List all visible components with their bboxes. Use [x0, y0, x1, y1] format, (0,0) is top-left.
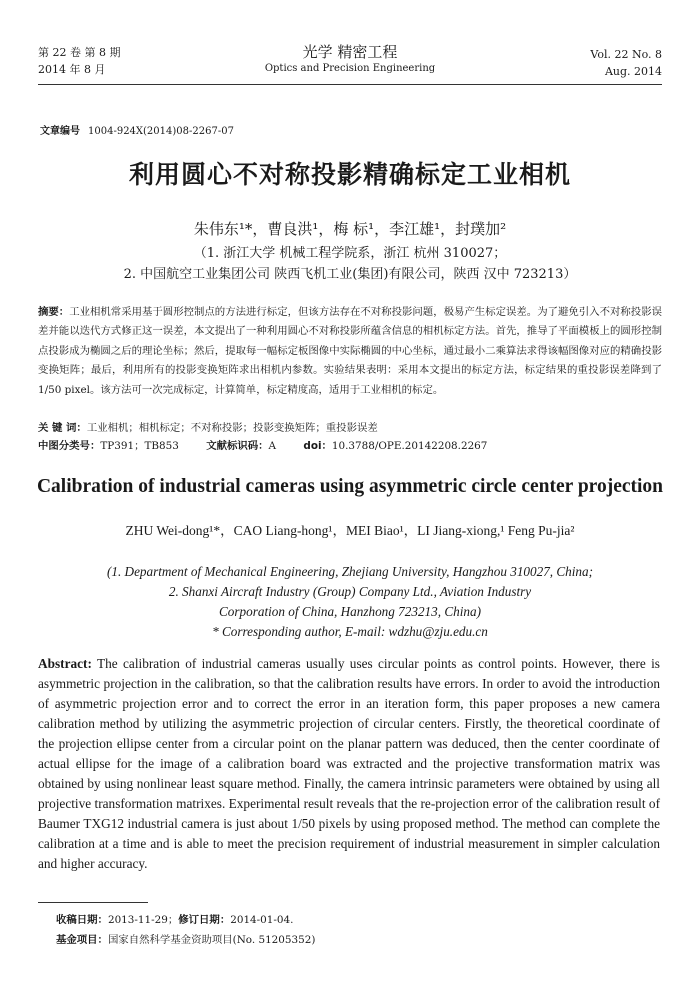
- article-number-label: 文章编号: [40, 126, 80, 137]
- dates-line: [56, 910, 662, 930]
- authors-en: ZHU Wei-dong¹*，CAO Liang-hong¹，MEI Biao¹，LI Jiang-xiong,¹ Feng Pu-jia²: [125, 523, 575, 538]
- clc-label: 中图分类号：: [38, 440, 101, 452]
- keywords-cn-text: 工业相机；相机标定；不对称投影；投影变换矩阵；重投影误差: [86, 422, 378, 434]
- journal-name: [38, 42, 662, 76]
- abstract-cn: [38, 303, 662, 400]
- received-label: 收稿日期：: [56, 914, 108, 926]
- received-date: 2013-11-29；: [107, 914, 179, 926]
- fund-line: [56, 930, 662, 950]
- abstract-en: [38, 654, 660, 874]
- affiliation-en-line: 2. Shanxi Aircraft Industry (Group) Company Ltd., Aviation Industry: [168, 584, 532, 599]
- doc-code-value: A: [268, 440, 277, 452]
- volume-en: Vol. 22 No. 8: [590, 48, 662, 61]
- classification-line: [38, 437, 662, 456]
- affiliation-en: [0, 562, 700, 642]
- keywords-cn: [38, 419, 662, 438]
- title-cn: 利用圆心不对称投影精确标定工业相机: [128, 160, 571, 189]
- doc-code-label: 文献标识码：: [206, 440, 269, 452]
- header-issue-en: [590, 46, 662, 80]
- affiliation-en-line: (1. Department of Mechanical Engineering, Zhejiang University, Hangzhou 310027, China;: [106, 564, 594, 579]
- fund-value: 国家自然科学基金资助项目(No. 51205352): [107, 934, 316, 946]
- article-number-value: 1004-924X(2014)08-2267-07: [88, 126, 234, 137]
- footnote: [56, 910, 662, 950]
- title-en: Calibration of industrial cameras using asymmetric circle center projection: [36, 476, 664, 497]
- clc-value: TP391；TB853: [100, 440, 179, 452]
- abstract-cn-text: 工业相机常采用基于圆形控制点的方法进行标定，但该方法存在不对称投影问题，极易产生标定误差。为了避免引入不对称投影误差并能以迭代方式修正这一误差，本文提出了一种利用圆心不对称投影所蕴含信息的相机标定方法。首先，推导了平面模板上的圆形控制点投影成为椭圆之后的理论坐标；然后，提取每一幅标定板图像中实际椭圆的中心坐标，通过最小二乘算法求得该幅图像对应的精确投影变换矩阵；最后，利用所有的投影变换矩阵求出相机内参数。实验结果表明：采用本文提出的标定方法，标定结果的重投影误差降到了 1/50 pixel。该方法可一次完成标定，计算简单，标定精度高，适用于工业相机的标定。: [38, 306, 662, 396]
- date-en: Aug. 2014: [604, 65, 662, 78]
- affiliation-cn-line: （1. 浙江大学 机械工程学院系，浙江 杭州 310027；: [193, 246, 507, 261]
- keywords-cn-label: 关 键 词：: [38, 422, 87, 434]
- affiliation-cn: [0, 243, 700, 285]
- doi-value: 10.3788/OPE.20142208.2267: [331, 440, 488, 452]
- revised-date: 2014-01-04.: [230, 914, 294, 926]
- doi: [303, 440, 487, 452]
- running-header: [38, 40, 662, 85]
- abstract-en-label: Abstract:: [38, 656, 92, 671]
- footnote-rule: [38, 902, 148, 903]
- affiliation-cn-line: 2. 中国航空工业集团公司 陕西飞机工业(集团)有限公司，陕西 汉中 723213）: [123, 267, 577, 282]
- journal-name-cn: 光学 精密工程: [302, 43, 398, 61]
- clc-number: [38, 440, 179, 452]
- abstract-en-text: The calibration of industrial cameras usually uses circular points as control points. However, there is asymmetric projection in the calibration, so that the calibration results have errors. In order to avoid the introduction of asymmetric projection error and to correct the error in an iteration form, this paper proposes a new camera calibration method by utilizing the asymmetric projection of circular centers. Firstly, the theoretical coordinate of the projection ellipse center from a circular point on the planar pattern was deduced, then the center coordinate of actual ellipse for the image of a calibration board was extracted and the projective transformation matrix was obtained by using nonlinear least square method. Finally, the camera intrinsic parameters were obtained by using all projective transformation matrixes. Experimental result reveals that the re-projection error of the calibration result of Baumer TXG12 industrial camera is just about 1/50 pixels by using proposed method. The method can complete the calibration at a time and is able to meet the precision requirement of industrial measurement in simpler calculation and higher accuracy.: [38, 656, 660, 871]
- affiliation-en-line: Corporation of China, Hanzhong 723213, China): [219, 604, 481, 619]
- authors-cn: 朱伟东¹*，曹良洪¹，梅 标¹，李江雄¹，封璞加²: [193, 220, 507, 238]
- revised-label: 修订日期：: [178, 914, 231, 926]
- abstract-cn-label: 摘要：: [38, 306, 70, 318]
- corresponding-author: * Corresponding author, E-mail: wdzhu@zju.edu.cn: [212, 624, 488, 639]
- volume-cn: 第 22 卷 第 8 期: [38, 46, 121, 59]
- doi-label: doi：: [303, 440, 332, 452]
- article-number: [40, 122, 234, 137]
- doc-code: [206, 440, 276, 452]
- fund-label: 基金项目：: [56, 934, 108, 946]
- date-cn: 2014 年 8 月: [38, 63, 106, 76]
- journal-name-en: Optics and Precision Engineering: [264, 63, 436, 74]
